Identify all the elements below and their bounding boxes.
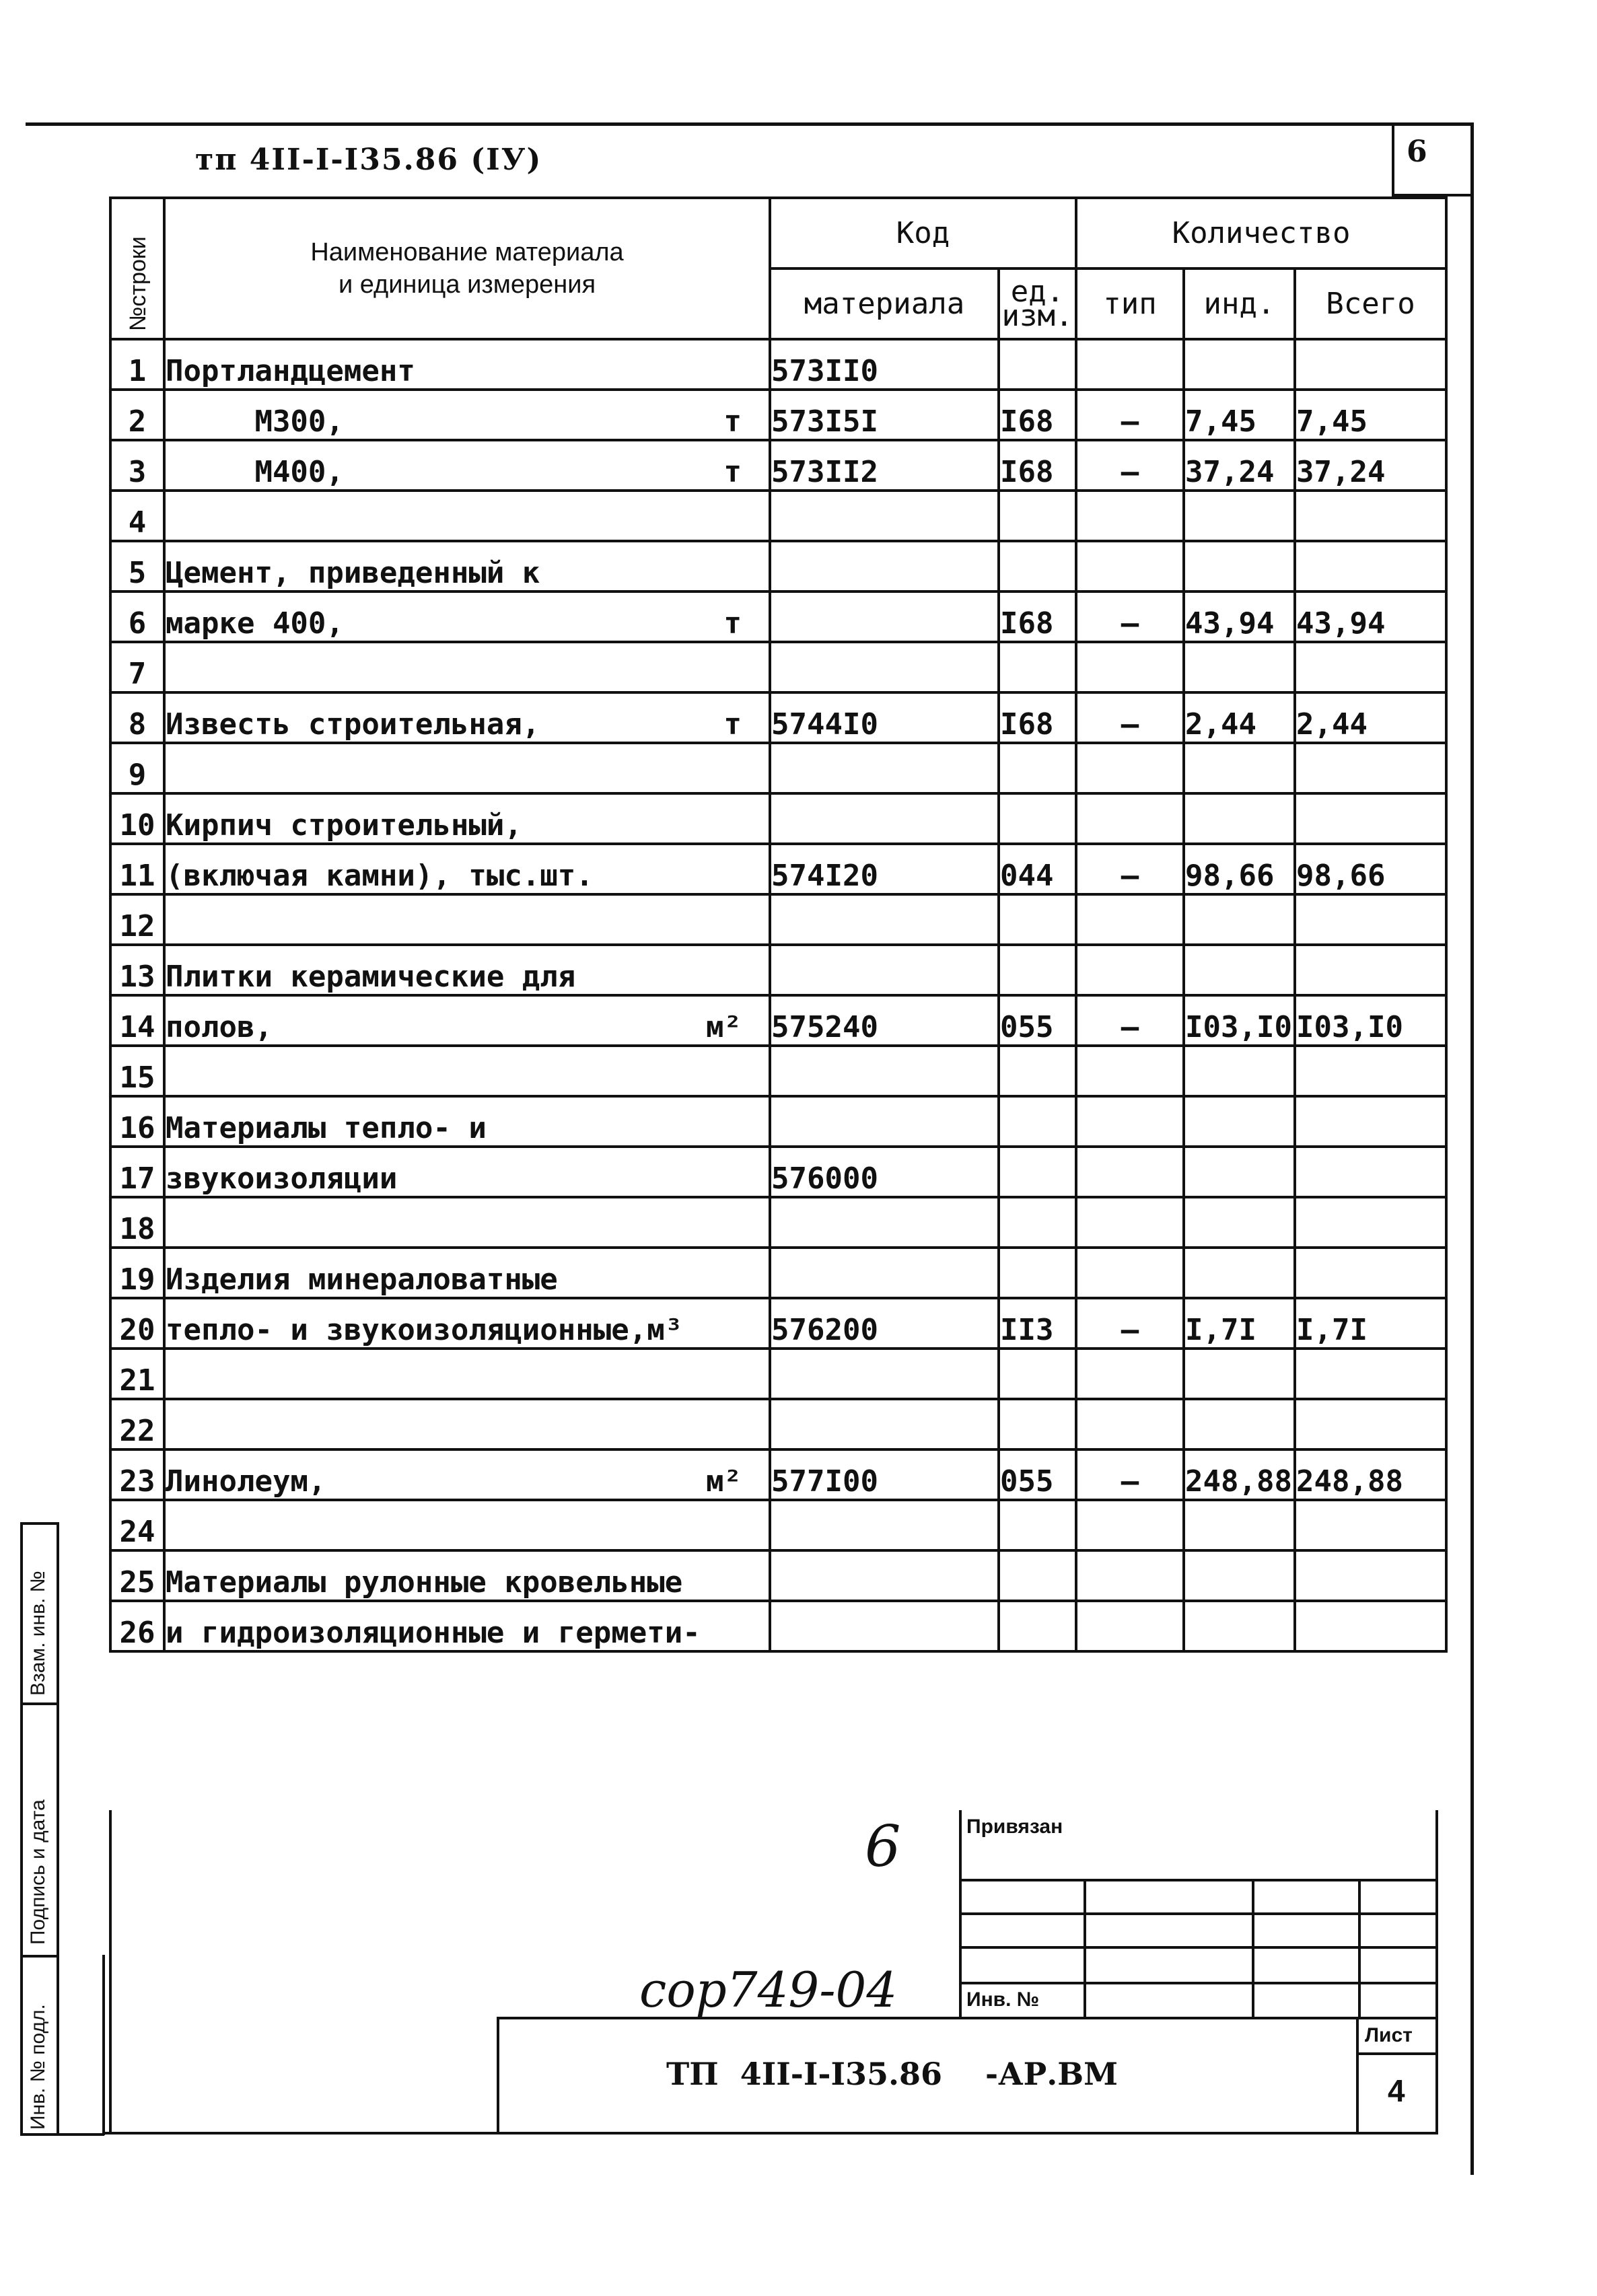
material-name (164, 1550, 770, 1601)
material-code (770, 1046, 999, 1096)
header-qty-total: Всего (1295, 268, 1446, 339)
table-row (110, 1349, 1446, 1399)
table-row (110, 692, 1446, 743)
material-code: 575240 (770, 995, 999, 1046)
stamp-bottom-border (102, 2132, 1438, 2134)
side-strip-bottom (20, 2133, 104, 2136)
side-label-replace-inv: Взам. инв. № (27, 1571, 49, 1696)
row-number: 25 (110, 1550, 164, 1601)
qty-ind (1184, 1147, 1295, 1197)
qty-ind (1184, 743, 1295, 793)
stamp-right-border (1435, 1810, 1438, 2133)
material-unit-label: т (723, 606, 742, 641)
table-row (110, 1601, 1446, 1651)
table-row (110, 1298, 1446, 1349)
unit-code (999, 1248, 1076, 1298)
stamp-sheet-number: 4 (1388, 2073, 1405, 2108)
row-number: 26 (110, 1601, 164, 1651)
material-name-text: М400, (166, 455, 344, 489)
unit-code (999, 945, 1076, 995)
qty-ind (1184, 1601, 1295, 1651)
material-unit-label: т (723, 707, 742, 742)
qty-ind: 2,44 (1184, 692, 1295, 743)
material-name (164, 491, 770, 541)
unit-code (999, 1500, 1076, 1550)
header-code-group: Код (770, 198, 1076, 268)
material-name (164, 339, 770, 390)
row-number: 21 (110, 1349, 164, 1399)
qty-ind (1184, 1046, 1295, 1096)
top-frame-line (26, 122, 1472, 126)
material-name-text: Цемент, приведенный к (166, 556, 540, 590)
row-number: 6 (110, 591, 164, 642)
header-name-line2: и единица измерения (338, 271, 596, 299)
material-code (770, 743, 999, 793)
header-name (164, 198, 770, 339)
unit-code (999, 541, 1076, 591)
header-code-unit: ед. изм. (999, 268, 1076, 339)
unit-code (999, 1197, 1076, 1248)
material-name (164, 1046, 770, 1096)
row-number: 5 (110, 541, 164, 591)
material-code (770, 541, 999, 591)
material-name-text: Материалы рулонные кровельные (166, 1565, 683, 1600)
qty-total (1295, 1399, 1446, 1449)
table-row (110, 1197, 1446, 1248)
qty-ind (1184, 945, 1295, 995)
table-row (110, 541, 1446, 591)
material-name (164, 743, 770, 793)
unit-code: 044 (999, 844, 1076, 894)
table-row (110, 945, 1446, 995)
material-code (770, 1096, 999, 1147)
material-code (770, 1248, 999, 1298)
qty-type: – (1076, 440, 1184, 491)
page-number: 6 (1407, 135, 1429, 169)
table-row (110, 1500, 1446, 1550)
stamp-sheet-left (1356, 2017, 1359, 2133)
table-row (110, 743, 1446, 793)
row-number: 4 (110, 491, 164, 541)
material-name-text: полов, (166, 1010, 273, 1044)
qty-type (1076, 1248, 1184, 1298)
material-unit-label: м² (706, 1010, 742, 1044)
material-code (770, 1197, 999, 1248)
row-number: 13 (110, 945, 164, 995)
unit-code: 055 (999, 1449, 1076, 1500)
row-number: 7 (110, 642, 164, 692)
material-name-text: Кирпич строительный, (166, 808, 522, 842)
material-code: 573II2 (770, 440, 999, 491)
material-name (164, 440, 770, 491)
row-number: 20 (110, 1298, 164, 1349)
material-code (770, 591, 999, 642)
material-code (770, 1399, 999, 1449)
header-qty-type: тип (1076, 268, 1184, 339)
material-name (164, 591, 770, 642)
qty-ind (1184, 894, 1295, 945)
qty-type (1076, 743, 1184, 793)
qty-ind (1184, 541, 1295, 591)
material-name (164, 1096, 770, 1147)
table-row (110, 1096, 1446, 1147)
material-name (164, 1349, 770, 1399)
materials-table-header (109, 196, 1448, 340)
table-row (110, 1399, 1446, 1449)
side-strip-div3 (20, 1955, 59, 1958)
qty-ind: 7,45 (1184, 390, 1295, 440)
table-row (110, 339, 1446, 390)
qty-type: – (1076, 591, 1184, 642)
qty-total: 248,88 (1295, 1449, 1446, 1500)
unit-code: I68 (999, 692, 1076, 743)
qty-total: I,7I (1295, 1298, 1446, 1349)
qty-ind (1184, 1248, 1295, 1298)
doc-code: тп 4II-I-I35.86 (IУ) (195, 143, 542, 177)
table-row (110, 894, 1446, 945)
qty-type (1076, 1601, 1184, 1651)
material-code: 573II0 (770, 339, 999, 390)
material-name (164, 945, 770, 995)
side-strip-outer (20, 1522, 23, 2134)
material-name-text: звукоизоляции (166, 1161, 398, 1196)
qty-total (1295, 1197, 1446, 1248)
qty-total: I03,I0 (1295, 995, 1446, 1046)
qty-type (1076, 894, 1184, 945)
material-code (770, 1349, 999, 1399)
material-name-text: Известь строительная, (166, 707, 540, 742)
material-unit-label: м² (706, 1464, 742, 1499)
material-code (770, 1500, 999, 1550)
unit-code (999, 1096, 1076, 1147)
table-row (110, 491, 1446, 541)
material-name-text: марке 400, (166, 606, 344, 641)
row-number: 9 (110, 743, 164, 793)
qty-type (1076, 945, 1184, 995)
table-row (110, 390, 1446, 440)
left-frame-line (102, 1955, 105, 2135)
material-name (164, 995, 770, 1046)
row-number: 14 (110, 995, 164, 1046)
material-name (164, 894, 770, 945)
unit-code (999, 1550, 1076, 1601)
material-name (164, 1601, 770, 1651)
row-number: 10 (110, 793, 164, 844)
qty-type: – (1076, 995, 1184, 1046)
qty-type (1076, 1046, 1184, 1096)
qty-ind (1184, 339, 1295, 390)
material-name (164, 1449, 770, 1500)
material-name (164, 692, 770, 743)
material-unit-label: т (723, 404, 742, 439)
side-strip-div1 (20, 1522, 59, 1525)
qty-type: – (1076, 692, 1184, 743)
side-strip-inner (57, 1522, 59, 2134)
qty-type: – (1076, 1298, 1184, 1349)
row-number: 12 (110, 894, 164, 945)
material-code (770, 793, 999, 844)
qty-type (1076, 793, 1184, 844)
material-code: 5744I0 (770, 692, 999, 743)
unit-code (999, 894, 1076, 945)
qty-type (1076, 1399, 1184, 1449)
handwritten-archive-number: cop749-04 (639, 1962, 898, 2018)
qty-ind (1184, 1399, 1295, 1449)
qty-ind: I03,I0 (1184, 995, 1295, 1046)
table-row (110, 1449, 1446, 1500)
qty-total (1295, 339, 1446, 390)
row-number: 19 (110, 1248, 164, 1298)
materials-table (109, 338, 1448, 1653)
qty-total: 98,66 (1295, 844, 1446, 894)
qty-total (1295, 1601, 1446, 1651)
qty-ind: 43,94 (1184, 591, 1295, 642)
row-number: 17 (110, 1147, 164, 1197)
table-row (110, 793, 1446, 844)
qty-ind (1184, 642, 1295, 692)
side-label-sign-date: Подпись и дата (27, 1799, 49, 1945)
qty-total (1295, 793, 1446, 844)
row-number: 1 (110, 339, 164, 390)
unit-code: I68 (999, 390, 1076, 440)
material-name (164, 1399, 770, 1449)
unit-code (999, 793, 1076, 844)
handwritten-page-number: 6 (865, 1814, 901, 1879)
stamp-bound-col3 (1358, 1879, 1361, 2017)
qty-total (1295, 1500, 1446, 1550)
material-name (164, 642, 770, 692)
side-strip-div2 (20, 1702, 59, 1705)
stamp-designation-left (497, 2017, 499, 2133)
stamp-sheet-label: Лист (1365, 2024, 1413, 2046)
table-row (110, 1046, 1446, 1096)
material-unit-label: т (723, 455, 742, 489)
material-code (770, 491, 999, 541)
qty-ind (1184, 793, 1295, 844)
material-name-text: Портландцемент (166, 354, 415, 388)
qty-type (1076, 339, 1184, 390)
material-name (164, 793, 770, 844)
qty-total (1295, 743, 1446, 793)
material-name (164, 1298, 770, 1349)
row-number: 18 (110, 1197, 164, 1248)
unit-code (999, 1147, 1076, 1197)
material-code (770, 642, 999, 692)
stamp-bound-row2 (959, 1912, 1437, 1915)
stamp-bound-col1 (1084, 1879, 1086, 2017)
header-qty-ind: инд. (1184, 268, 1295, 339)
material-name (164, 390, 770, 440)
unit-code (999, 1601, 1076, 1651)
material-name (164, 1500, 770, 1550)
table-row (110, 1248, 1446, 1298)
material-code (770, 945, 999, 995)
material-name (164, 541, 770, 591)
qty-type (1076, 1349, 1184, 1399)
qty-total: 43,94 (1295, 591, 1446, 642)
qty-type: – (1076, 844, 1184, 894)
header-code-material: материала (770, 268, 999, 339)
unit-code (999, 1399, 1076, 1449)
qty-ind: 98,66 (1184, 844, 1295, 894)
row-number: 15 (110, 1046, 164, 1096)
material-code (770, 1601, 999, 1651)
material-code (770, 1550, 999, 1601)
material-code (770, 894, 999, 945)
qty-type: – (1076, 390, 1184, 440)
row-number: 24 (110, 1500, 164, 1550)
unit-code (999, 491, 1076, 541)
table-row (110, 1550, 1446, 1601)
table-row (110, 844, 1446, 894)
table-row (110, 1147, 1446, 1197)
stamp-sheet-divider (1356, 2052, 1437, 2055)
qty-ind: I,7I (1184, 1298, 1295, 1349)
page-number-box-left (1392, 122, 1394, 196)
qty-ind (1184, 1500, 1295, 1550)
qty-total: 37,24 (1295, 440, 1446, 491)
side-label-orig-inv: Инв. № подл. (27, 2004, 49, 2130)
material-name-text: Плитки керамические для (166, 960, 576, 994)
table-row (110, 642, 1446, 692)
row-number: 3 (110, 440, 164, 491)
qty-total (1295, 1147, 1446, 1197)
material-code: 573I5I (770, 390, 999, 440)
qty-ind (1184, 1550, 1295, 1601)
material-code: 576200 (770, 1298, 999, 1349)
stamp-bound-col2 (1252, 1879, 1254, 2017)
material-name (164, 844, 770, 894)
row-number: 23 (110, 1449, 164, 1500)
row-number: 2 (110, 390, 164, 440)
qty-ind: 37,24 (1184, 440, 1295, 491)
table-row (110, 591, 1446, 642)
stamp-bound-label: Привязан (966, 1816, 1063, 1838)
qty-type: – (1076, 1449, 1184, 1500)
qty-type (1076, 541, 1184, 591)
unit-code: II3 (999, 1298, 1076, 1349)
unit-code: I68 (999, 440, 1076, 491)
qty-ind (1184, 1096, 1295, 1147)
qty-type (1076, 1550, 1184, 1601)
qty-type (1076, 1500, 1184, 1550)
material-code: 576000 (770, 1147, 999, 1197)
header-qty-group: Количество (1076, 198, 1446, 268)
right-frame-line (1470, 122, 1474, 2175)
qty-type (1076, 1147, 1184, 1197)
material-name-text: Изделия минераловатные (166, 1262, 558, 1297)
row-number: 11 (110, 844, 164, 894)
unit-code (999, 743, 1076, 793)
unit-code (999, 1349, 1076, 1399)
qty-ind: 248,88 (1184, 1449, 1295, 1500)
qty-total (1295, 945, 1446, 995)
qty-ind (1184, 1349, 1295, 1399)
qty-ind (1184, 491, 1295, 541)
stamp-inv-label: Инв. № (966, 1988, 1040, 2011)
unit-code (999, 1046, 1076, 1096)
table-row (110, 440, 1446, 491)
stamp-bound-row4 (959, 1982, 1437, 1984)
material-code: 577I00 (770, 1449, 999, 1500)
qty-total (1295, 642, 1446, 692)
qty-total (1295, 1046, 1446, 1096)
material-name (164, 1197, 770, 1248)
stamp-left-border (109, 1810, 112, 2133)
material-name-text: Линолеум, (166, 1464, 326, 1499)
qty-total (1295, 1248, 1446, 1298)
stamp-bound-row3 (959, 1946, 1437, 1949)
header-row-no (110, 198, 164, 339)
stamp-designation-top (497, 2017, 1437, 2019)
qty-total (1295, 541, 1446, 591)
qty-type (1076, 491, 1184, 541)
header-row-no-text: №строки (125, 236, 151, 331)
qty-total (1295, 1349, 1446, 1399)
material-name-text: тепло- и звукоизоляционные,м³ (166, 1313, 683, 1347)
header-name-line1: Наименование материала (310, 238, 624, 266)
unit-code: I68 (999, 591, 1076, 642)
qty-total (1295, 491, 1446, 541)
material-name-text: М300, (166, 404, 344, 439)
row-number: 8 (110, 692, 164, 743)
material-name-text: (включая камни), тыс.шт. (166, 859, 594, 893)
table-row (110, 995, 1446, 1046)
material-name-text: и гидроизоляционные и гермети- (166, 1616, 701, 1650)
material-name (164, 1248, 770, 1298)
unit-code (999, 642, 1076, 692)
qty-total: 7,45 (1295, 390, 1446, 440)
unit-code: 055 (999, 995, 1076, 1046)
qty-ind (1184, 1197, 1295, 1248)
row-number: 16 (110, 1096, 164, 1147)
qty-type (1076, 642, 1184, 692)
material-code: 574I20 (770, 844, 999, 894)
stamp-doc-designation: ТП 4II-I-I35.86 -АР.ВМ (666, 2056, 1119, 2092)
qty-total (1295, 1096, 1446, 1147)
qty-type (1076, 1096, 1184, 1147)
material-name (164, 1147, 770, 1197)
qty-total: 2,44 (1295, 692, 1446, 743)
unit-code (999, 339, 1076, 390)
qty-total (1295, 894, 1446, 945)
qty-total (1295, 1550, 1446, 1601)
material-name-text: Материалы тепло- и (166, 1111, 487, 1145)
stamp-bound-row1 (959, 1879, 1437, 1881)
qty-type (1076, 1197, 1184, 1248)
row-number: 22 (110, 1399, 164, 1449)
